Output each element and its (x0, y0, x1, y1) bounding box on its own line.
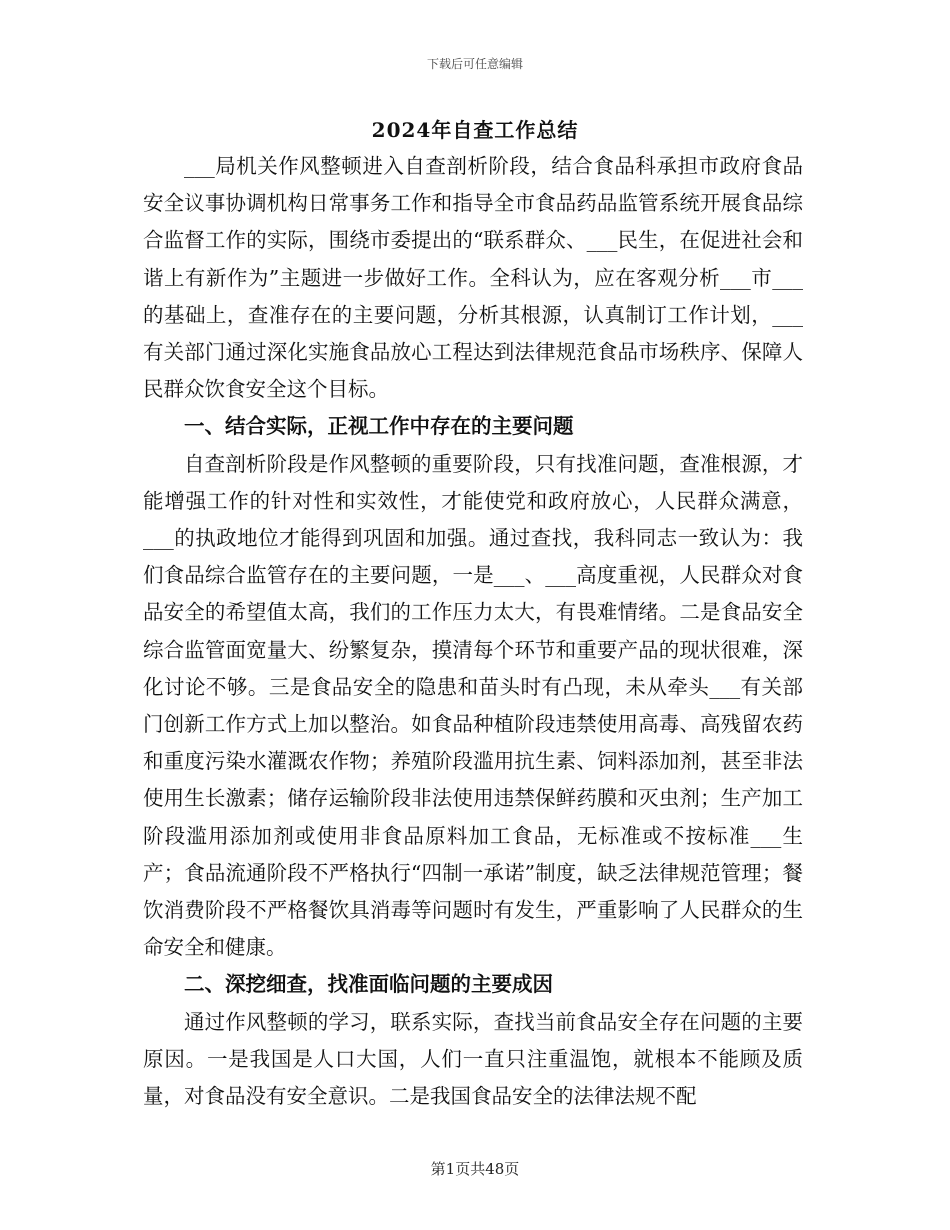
intro-paragraph: ___局机关作风整顿进入自查剖析阶段，结合食品科承担市政府食品安全议事协调机构日常事务工作和指导全市食品药品监管系统开展食品综合监督工作的实际，围绕市委提出的“联系群众、___民生，在促进社会和谐上有新作为”主题进一步做好工作。全科认为，应在客观分析___市___的基础上，查准存在的主要问题，分析其根源，认真制订工作计划，___有关部门通过深化实施食品放心工程达到法律规范食品市场秩序、保障人民群众饮食安全这个目标。 (143, 154, 803, 402)
section-1-heading: 一、结合实际，正视工作中存在的主要问题 (184, 414, 574, 439)
section-2-heading: 二、深挖细查，找准面临问题的主要成因 (184, 972, 553, 997)
header-note: 下载后可任意编辑 (426, 57, 523, 71)
section-1-paragraph: 自查剖析阶段是作风整顿的重要阶段，只有找准问题，查准根源，才能增强工作的针对性和实效性，才能使党和政府放心，人民群众满意，___的执政地位才能得到巩固和加强。通过查找，我科同志一致认为：我们食品综合监管存在的主要问题，一是___、___高度重视，人民群众对食品安全的希望值太高，我们的工作压力太大，有畏难情绪。二是食品安全综合监管面宽量大、纷繁复杂，摸清每个环节和重要产品的现状很难，深化讨论不够。三是食品安全的隐患和苗头时有凸现，未从牵头___有关部门创新工作方式上加以整治。如食品种植阶段违禁使用高毒、高残留农药和重度污染水灌溉农作物；养殖阶段滥用抗生素、饲料添加剂，甚至非法使用生长激素；储存运输阶段非法使用违禁保鲜药膜和灭虫剂；生产加工阶段滥用添加剂或使用非食品原料加工食品，无标准或不按标准___生产；食品流通阶段不严格执行“四制一承诺”制度，缺乏法律规范管理；餐饮消费阶段不严格餐饮具消毒等问题时有发生，严重影响了人民群众的生命安全和健康。 (143, 451, 803, 960)
document-title: 2024年自查工作总结 (371, 118, 579, 142)
document-body (143, 148, 803, 1115)
page-footer: 第1页共48页 (430, 1160, 520, 1178)
section-2-paragraph: 通过作风整顿的学习，联系实际，查找当前食品安全存在问题的主要原因。一是我国是人口大国，人们一直只注重温饱，就根本不能顾及质量，对食品没有安全意识。二是我国食品安全的法律法规不配 (143, 1009, 803, 1109)
